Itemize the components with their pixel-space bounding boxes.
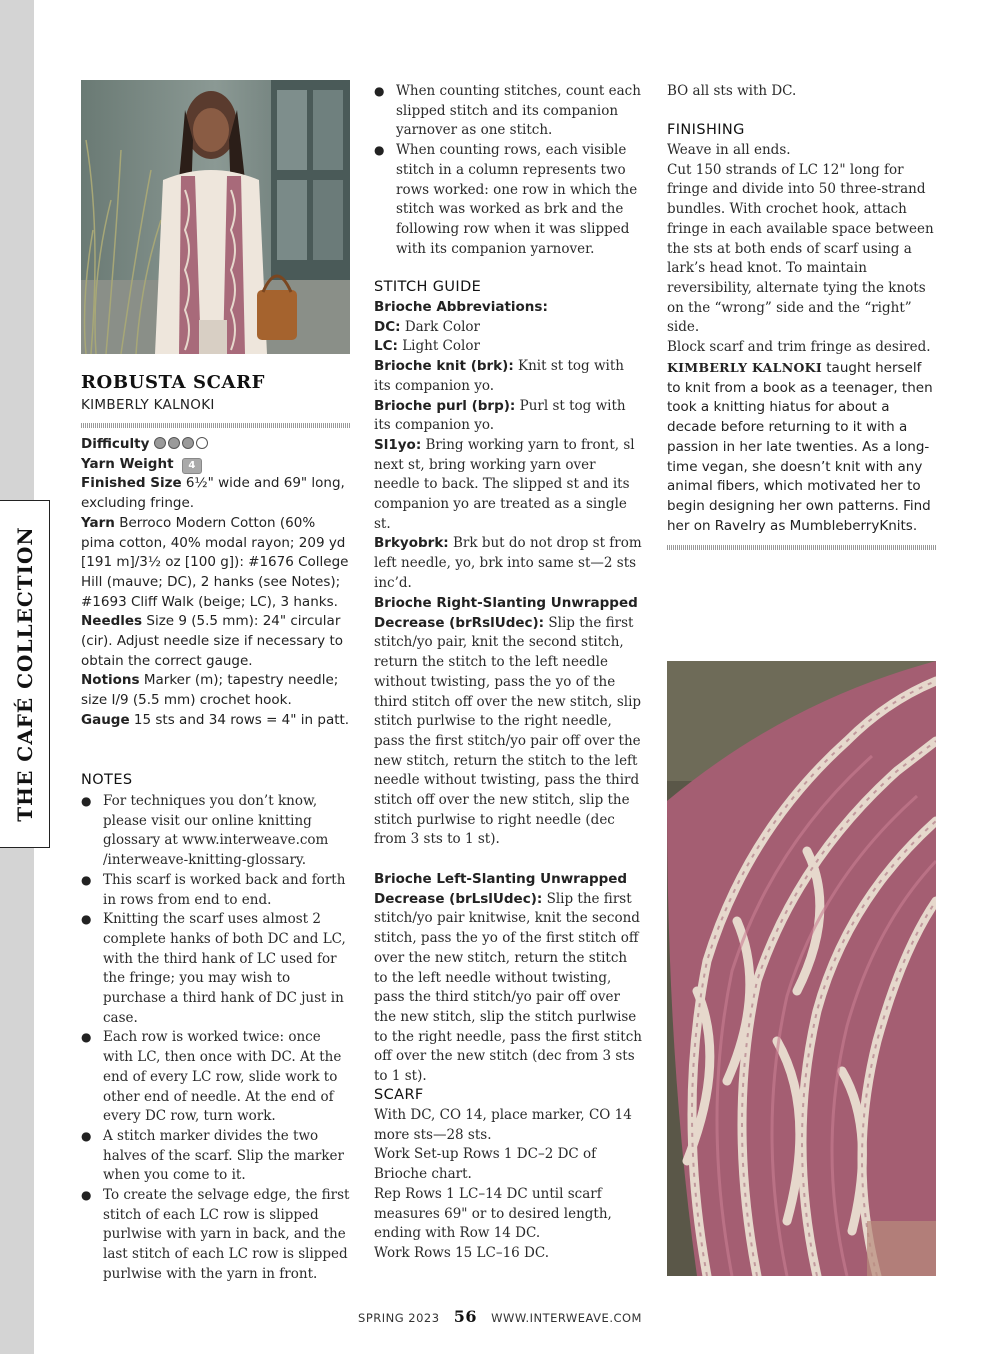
right-dec-term: Brioche Right-Slanting Unwrapped Decrease (brRslUdec):	[374, 595, 638, 631]
notes-list-a	[81, 792, 353, 1285]
pattern-title: ROBUSTA SCARF	[81, 372, 266, 393]
scarf-bind-off: BO all sts with DC.	[667, 83, 797, 99]
note-item: ● To create the selvage edge, the first stitch of each LC row is slipped purlwise with yarn in back, and the last stitch of each LC row is slipped purlwise with the yarn in front.	[81, 1186, 353, 1285]
bio-name: KIMBERLY KALNOKI	[667, 360, 822, 375]
finished-size-text: 6½" wide and 69" long, excluding fringe.	[81, 475, 345, 512]
note-item: ● Knitting the scarf uses almost 2 complete hanks of both DC and LC, with the third hank of LC used for the fringe; you may wish to purchase a third hank of DC just in case.	[81, 910, 353, 1028]
model-photo	[81, 80, 350, 354]
note-item: ● When counting stitches, count each slipped stitch and its companion yarnover as one stitch.	[374, 82, 644, 141]
abbrev-term: DC:	[374, 318, 401, 335]
notions-label: Notions	[81, 672, 140, 689]
pattern-designer: KIMBERLY KALNOKI	[81, 397, 215, 413]
left-dec-term: Brioche Left-Slanting Unwrapped Decrease (brLslUdec):	[374, 871, 628, 907]
yarn-label: Yarn	[81, 514, 115, 531]
difficulty-dot-filled	[168, 437, 180, 449]
yarn-text: Berroco Modern Cotton (60% pima cotton, 40% modal rayon; 209 yd [191 m]/3½ oz [100 g]): #1676 College Hill (mauve; DC), 2 hanks (see Notes); #1693 Cliff Walk (beige; LC), 3 hanks.	[81, 514, 349, 610]
difficulty-dot-filled	[154, 437, 166, 449]
abbrev-def: Purl st tog with its companion yo.	[374, 397, 626, 434]
abbrev-entry	[374, 318, 644, 338]
abbrev-entry	[374, 357, 644, 396]
scarf-instructions	[374, 1106, 644, 1264]
difficulty-dot-filled	[182, 437, 194, 449]
abbrev-def: Knit st tog with its companion yo.	[374, 358, 624, 394]
left-slant-decrease	[374, 870, 644, 1087]
difficulty-dot-empty	[196, 437, 208, 449]
finishing-line: Cut 150 strands of LC 12" long for fringe and divide into 50 three-strand bundles. With crochet hook, attach fringe in each available space between the sts at both ends of scarf using a lark’s head knot. To maintain reversibility, alternate tying the knots on the “wrong” side and the “right” side.	[667, 161, 934, 336]
note-item: ● When counting rows, each visible stitch in a column represents two rows worked: one row in which the stitch was worked as brk and the following row when it was slipped with its companion yarnover.	[374, 141, 644, 259]
abbrev-entry	[374, 397, 644, 436]
left-dec-def: Slip the first stitch/yo pair knitwise, knit the second stitch, pass the yo of the first stitch off over the new stitch, return the stitch to the left needle without twisting, pass the third stitch/yo pair off over the new stitch, slip the stitch purlwise to the right needle, pass the first stitch off over the new stitch (dec from 3 sts to 1 st).	[374, 890, 642, 1085]
abbrev-term: Brkyobrk:	[374, 535, 449, 552]
finished-size	[81, 474, 351, 513]
finishing-instructions	[667, 141, 937, 358]
abbrev-def: Dark Color	[404, 318, 480, 335]
notions-text: Marker (m); tapestry needle; size I/9 (5.5 mm) crochet hook.	[81, 672, 339, 709]
pattern-specs	[81, 435, 351, 731]
abbrev-def: Brk but do not drop st from left needle, yo, brk into same st—2 sts inc’d.	[374, 535, 642, 591]
yarn-weight-row	[81, 455, 351, 475]
notes-list-b	[374, 82, 644, 259]
abbrev-term: Brioche purl (brp):	[374, 397, 516, 414]
page-footer	[0, 1307, 1000, 1326]
bio-divider	[667, 545, 936, 550]
finishing-heading: FINISHING	[667, 122, 745, 138]
note-item: ● For techniques you don’t know, please visit our online knitting glossary at www.interweave.com /interweave-knitting-glossary.	[81, 792, 353, 871]
abbrev-def: Bring working yarn to front, sl next st, bring working yarn over needle to back. The slipped st and its companion yo are treated as a single st.	[374, 436, 635, 532]
abbrev-entry	[374, 436, 644, 535]
scarf-heading: SCARF	[374, 1087, 424, 1103]
note-item: ● A stitch marker divides the two halves of the scarf. Slip the marker when you come to it.	[81, 1127, 353, 1186]
abbrev-entry	[374, 337, 644, 357]
gauge-spec	[81, 711, 351, 731]
footer-site: WWW.INTERWEAVE.COM	[491, 1311, 642, 1325]
notes-heading: NOTES	[81, 772, 133, 788]
bio-text: taught herself to knit from a book as a teenager, then took a knitting hiatus for about a decade before returning to it with a passion in her late twenties. As a long-time vegan, she doesn’t knit with any animal fibers, which motivated her to begin designing her own patterns. Find her on Ravelry as MumbleberryKnits.	[667, 360, 933, 534]
stitch-guide-heading: STITCH GUIDE	[374, 279, 482, 295]
footer-issue: SPRING 2023	[358, 1311, 440, 1325]
abbrev-def: Light Color	[402, 338, 480, 355]
note-item: ● Each row is worked twice: once with LC, then once with DC. At the end of every LC row, slide work to other end of needle. At the end of every DC row, turn work.	[81, 1028, 353, 1127]
stitch-guide	[374, 298, 644, 594]
note-item: ● This scarf is worked back and forth in rows from end to end.	[81, 871, 353, 910]
needles-text: Size 9 (5.5 mm): 24" circular (cir). Adjust needle size if necessary to obtain the correct gauge.	[81, 613, 343, 669]
title-divider	[81, 423, 350, 428]
finishing-line: Block scarf and trim fringe as desired.	[667, 339, 931, 356]
page-number: 56	[453, 1307, 477, 1326]
scarf-closeup-photo	[667, 661, 936, 1276]
difficulty-row	[81, 435, 351, 455]
finishing-line: Weave in all ends.	[667, 142, 791, 158]
abbrev-entry	[374, 534, 644, 593]
difficulty-label: Difficulty	[81, 436, 150, 452]
needles-label: Needles	[81, 613, 143, 630]
abbrev-term: Sl1yo:	[374, 436, 422, 453]
scarf-line: Work Rows 15 LC–16 DC.	[374, 1244, 550, 1261]
yarn-spec	[81, 514, 351, 613]
section-tab-label: THE CAFÉ COLLECTION	[13, 526, 37, 822]
notions-spec	[81, 671, 351, 710]
brioche-abbrev-heading: Brioche Abbreviations:	[374, 299, 548, 315]
gauge-text: 15 sts and 34 rows = 4" in patt.	[133, 711, 350, 728]
abbrev-term: Brioche knit (brk):	[374, 358, 514, 375]
right-dec-def: Slip the first stitch/yo pair, knit the second stitch, return the stitch to the left needle without twisting, pass the yo of the third stitch off over the new stitch, slip stitch purlwise to the right needle, pass the first stitch/yo pair off over the new stitch, return the stitch to the left needle without twisting, pass the third stitch off over the new stitch, slip the stitch purlwise to right needle (dec from 3 sts to 1 st).	[374, 614, 642, 848]
scarf-line: Rep Rows 1 LC–14 DC until scarf measures 69" or to desired length, ending with Row 14 DC.	[374, 1185, 612, 1242]
abbrev-term: LC:	[374, 338, 398, 355]
right-slant-decrease	[374, 594, 644, 850]
gauge-label: Gauge	[81, 711, 130, 728]
designer-bio	[667, 358, 937, 536]
scarf-line: With DC, CO 14, place marker, CO 14 more sts—28 sts.	[374, 1107, 632, 1143]
yarn-weight-label: Yarn Weight	[81, 455, 174, 472]
needles-spec	[81, 612, 351, 671]
yarn-weight-icon: 4	[182, 458, 202, 474]
finished-size-label: Finished Size	[81, 475, 182, 492]
scarf-line: Work Set-up Rows 1 DC–2 DC of Brioche chart.	[374, 1146, 597, 1183]
difficulty-dots	[154, 436, 210, 452]
